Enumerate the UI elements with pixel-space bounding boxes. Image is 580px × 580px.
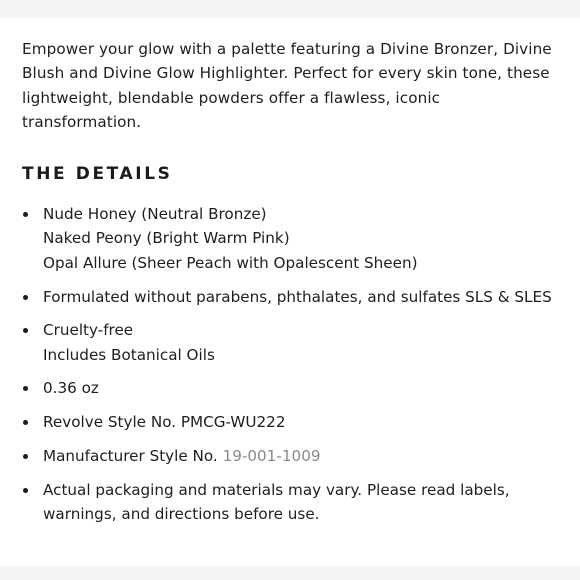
shade-naked-peony: Naked Peony (Bright Warm Pink) bbox=[43, 229, 290, 248]
list-item-shades bbox=[22, 202, 562, 275]
bullet-icon bbox=[23, 328, 28, 333]
bullet-icon bbox=[23, 386, 28, 391]
product-description-section bbox=[22, 37, 562, 536]
product-description: Empower your glow with a palette featuring a Divine Bronzer, Divine Blush and Divine Glow Highlighter. Perfect for every skin tone, these lightweight, blendable powders offer a flawless, iconic transformation. bbox=[22, 40, 552, 131]
list-item-manufacturer-style bbox=[22, 444, 562, 468]
formulation-text: Formulated without parabens, phthalates, and sulfates SLS & SLES bbox=[43, 287, 552, 306]
list-item-disclaimer bbox=[22, 478, 562, 527]
list-item-size bbox=[22, 376, 562, 400]
manufacturer-style-number: 19-001-1009 bbox=[222, 447, 321, 466]
disclaimer-text: Actual packaging and materials may vary. Please read labels, warnings, and directions before use. bbox=[43, 480, 510, 524]
botanical-oils-text: Includes Botanical Oils bbox=[43, 345, 215, 364]
list-item-cruelty-free bbox=[22, 318, 562, 367]
bullet-icon bbox=[23, 488, 28, 493]
bullet-icon bbox=[23, 454, 28, 459]
list-item-formulation bbox=[22, 285, 562, 309]
shade-nude-honey: Nude Honey (Neutral Bronze) bbox=[43, 205, 267, 224]
details-list bbox=[22, 202, 562, 526]
shade-opal-allure: Opal Allure (Sheer Peach with Opalescent Sheen) bbox=[43, 253, 418, 272]
manufacturer-style-label: Manufacturer Style No. bbox=[43, 447, 223, 466]
revolve-style-number: Revolve Style No. PMCG-WU222 bbox=[43, 413, 286, 432]
size-text: 0.36 oz bbox=[43, 379, 99, 398]
cruelty-free-text: Cruelty-free bbox=[43, 321, 134, 340]
bullet-icon bbox=[23, 420, 28, 425]
details-heading: THE DETAILS bbox=[22, 164, 173, 185]
bullet-icon bbox=[23, 212, 28, 217]
bullet-icon bbox=[23, 295, 28, 300]
top-divider-strip bbox=[0, 0, 580, 18]
bottom-divider-strip bbox=[0, 566, 580, 580]
list-item-revolve-style bbox=[22, 410, 562, 434]
